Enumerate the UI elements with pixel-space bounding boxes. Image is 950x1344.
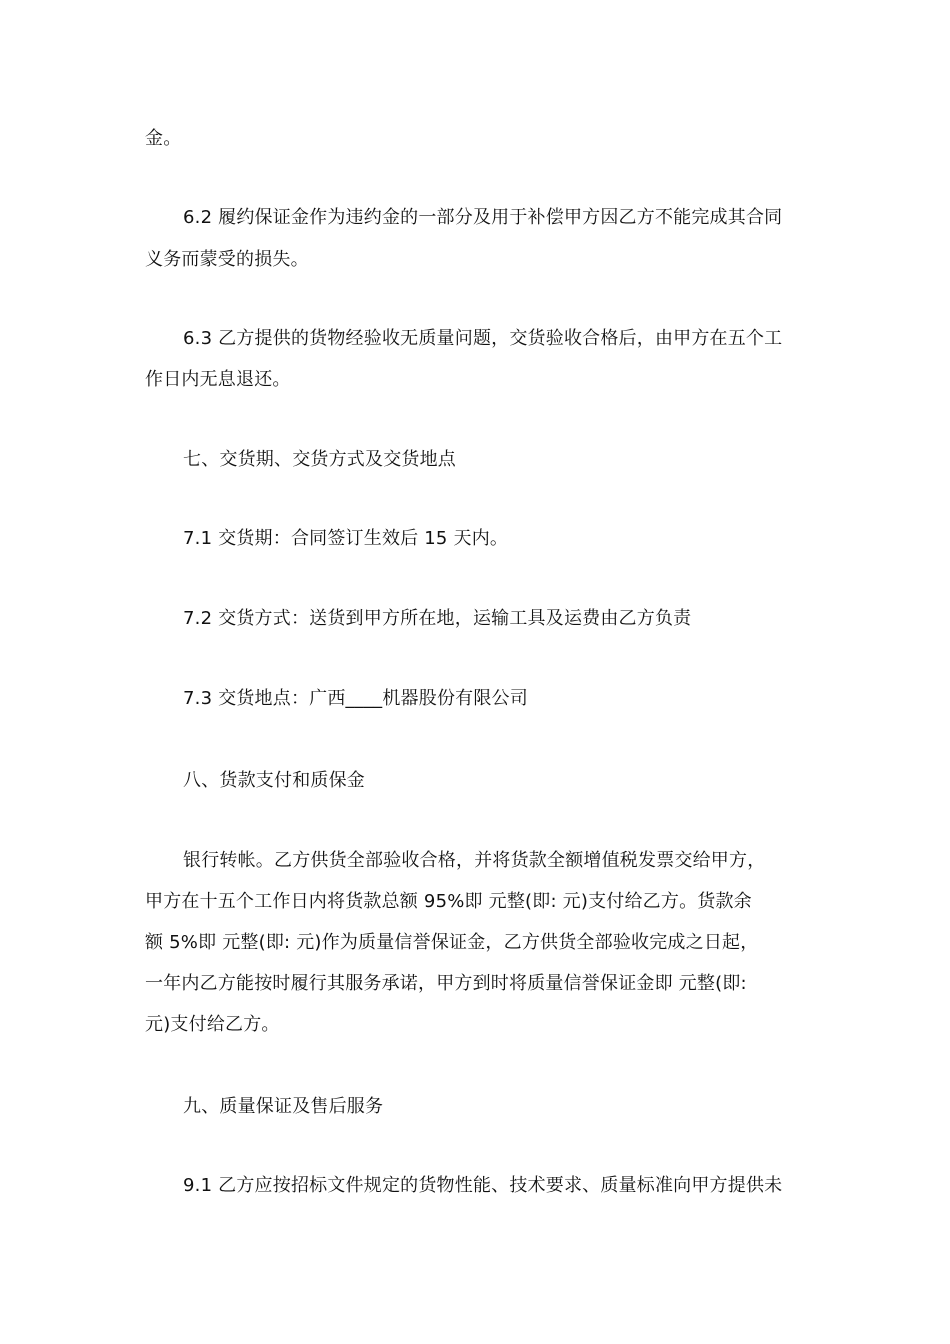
text-line: 额 5%即 元整(即: 元)作为质量信誉保证金，乙方供货全部验收完成之日起， xyxy=(145,932,759,953)
text-line: 6.3 乙方提供的货物经验收无质量问题，交货验收合格后，由甲方在五个工 xyxy=(183,328,783,349)
text-line: 元)支付给乙方。 xyxy=(145,1014,280,1035)
text-line: 银行转帐。乙方供货全部验收合格，并将货款全额增值税发票交给甲方， xyxy=(183,850,766,871)
text-line: 作日内无息退还。 xyxy=(145,369,291,390)
text-line: 7.2 交货方式：送货到甲方所在地，运输工具及运费由乙方负责 xyxy=(183,608,692,629)
section-heading: 九、质量保证及售后服务 xyxy=(183,1096,384,1117)
text-line: 义务而蒙受的损失。 xyxy=(145,249,309,270)
section-heading: 七、交货期、交货方式及交货地点 xyxy=(183,449,456,470)
text-line: 7.3 交货地点：广西____机器股份有限公司 xyxy=(183,688,528,709)
text-line: 9.1 乙方应按招标文件规定的货物性能、技术要求、质量标准向甲方提供未 xyxy=(183,1175,783,1196)
text-line: 甲方在十五个工作日内将货款总额 95%即 元整(即: 元)支付给乙方。货款余 xyxy=(145,891,752,912)
text-line: 一年内乙方能按时履行其服务承诺，甲方到时将质量信誉保证金即 元整(即: xyxy=(145,973,747,994)
text-line: 6.2 履约保证金作为违约金的一部分及用于补偿甲方因乙方不能完成其合同 xyxy=(183,207,783,228)
text-line: 金。 xyxy=(145,128,182,149)
text-line: 7.1 交货期：合同签订生效后 15 天内。 xyxy=(183,528,509,549)
section-heading: 八、货款支付和质保金 xyxy=(183,770,365,791)
